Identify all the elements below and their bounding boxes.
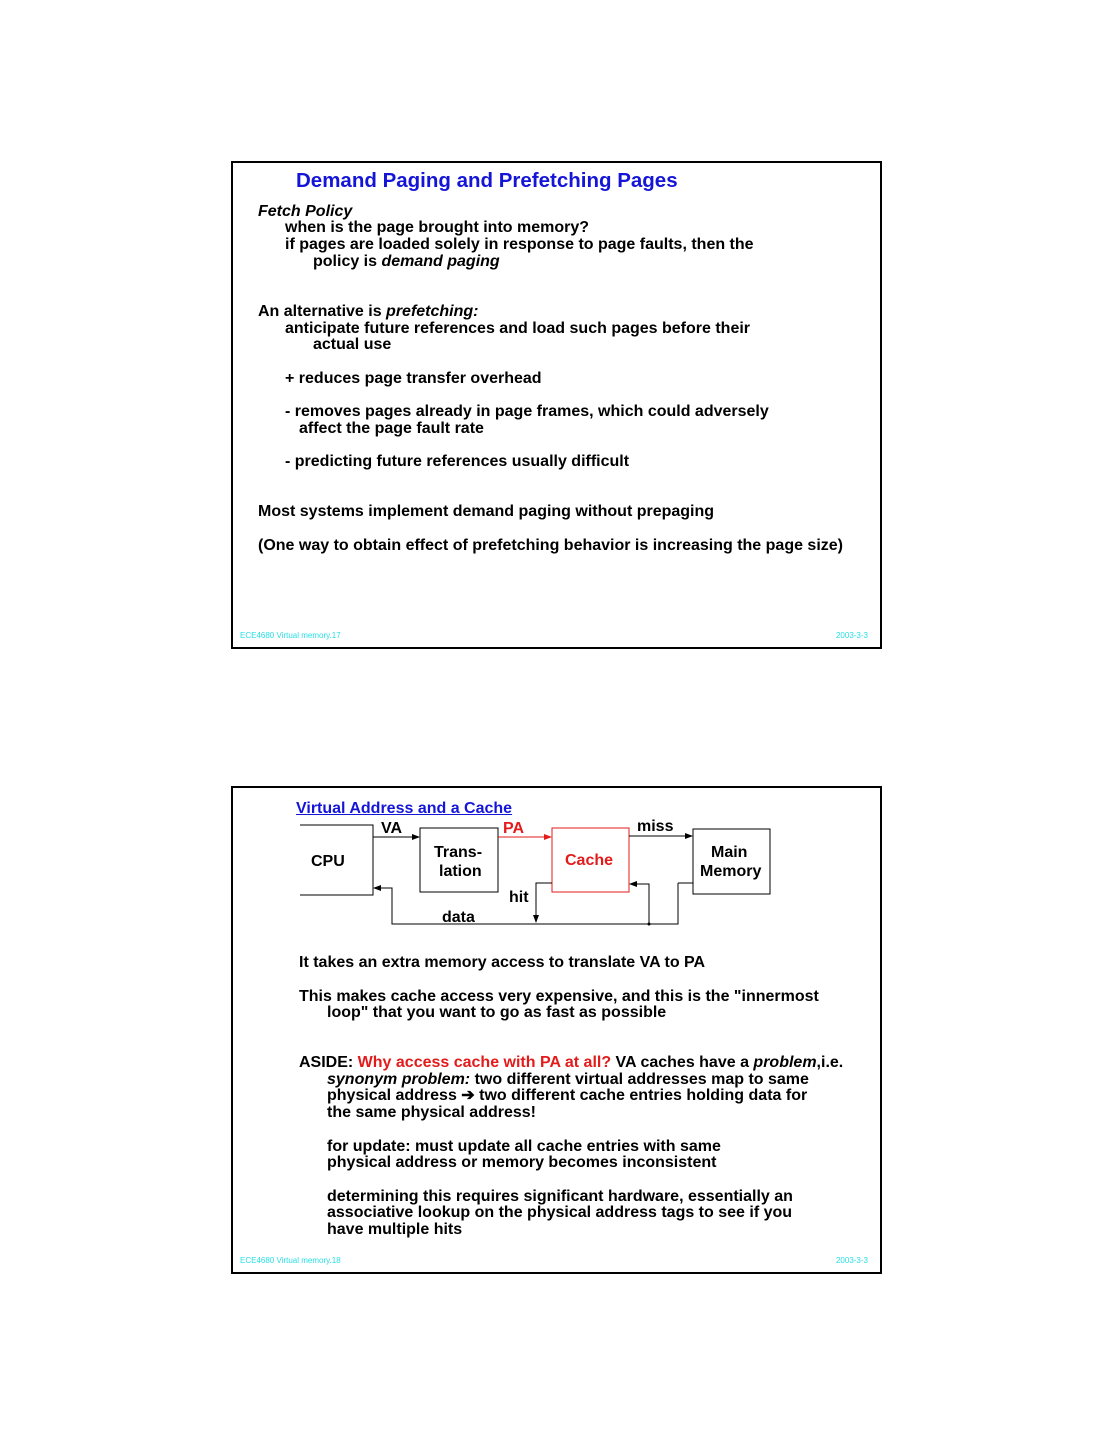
bullet-plus: + reduces page transfer overhead [285,370,542,387]
cache-label: Cache [565,852,614,869]
text-line: associative lookup on the physical address tags to see if you [327,1204,793,1221]
text-line: (One way to obtain effect of prefetching behavior is increasing the page size) [258,537,843,554]
text-line: policy is demand paging [313,253,500,270]
text-line: the same physical address! [327,1104,536,1121]
footer-date: 2003-3-3 [835,1256,868,1265]
fill-arrow [630,884,649,924]
footer-left: ECE4680 Virtual memory.18 [240,1256,341,1265]
slide-18 [231,786,882,1274]
text-line: actual use [313,336,392,353]
main-memory-box [693,829,770,894]
text-line: have multiple hits [327,1221,463,1238]
text-line: This makes cache access very expensive, and this is the "innermost [299,988,819,1005]
text-line: synonym problem: two different virtual addresses map to same [327,1071,809,1088]
text-line: for update: must update all cache entries with same [327,1138,721,1155]
text-line: physical address or memory becomes inconsistent [327,1154,717,1171]
text-line: anticipate future references and load such pages before their [285,320,751,337]
text-line: loop" that you want to go as fast as possible [327,1004,667,1021]
aside-line: ASIDE: Why access cache with PA at all? VA caches have a problem,i.e. [299,1054,844,1071]
footer-left: ECE4680 Virtual memory.17 [240,631,341,640]
text-line: determining this requires significant hardware, essentially an [327,1188,793,1205]
cpu-label: CPU [311,853,345,870]
hit-arrow [536,883,552,922]
memory-label: Memory [700,863,762,880]
text-line: It takes an extra memory access to translate VA to PA [299,954,706,971]
hit-label: hit [509,889,529,906]
pa-label: PA [503,820,525,837]
miss-label: miss [637,818,674,835]
footer-date: 2003-3-3 [835,631,868,640]
text-line: affect the page fault rate [299,420,484,437]
fetch-policy-heading: Fetch Policy [258,203,353,220]
text-line: if pages are loaded solely in response to page faults, then the [285,236,754,253]
translation-label: lation [439,863,482,880]
memory-label: Main [711,844,748,861]
slide-17 [231,161,882,649]
arrow-right-icon: ➔ [461,1087,475,1104]
text-line: An alternative is prefetching: [258,303,479,320]
va-label: VA [381,820,403,837]
text-line: Most systems implement demand paging without prepaging [258,503,715,520]
bullet-minus: - removes pages already in page frames, which could adversely [285,403,769,420]
slide-title: Demand Paging and Prefetching Pages [296,169,678,192]
bullet-minus: - predicting future references usually difficult [285,453,630,470]
data-label: data [442,909,475,926]
text-line: physical address ➔ two different cache entries holding data for [327,1087,808,1104]
slide-title: Virtual Address and a Cache [296,800,513,817]
translation-label: Trans- [434,844,483,861]
text-line: when is the page brought into memory? [285,219,590,236]
